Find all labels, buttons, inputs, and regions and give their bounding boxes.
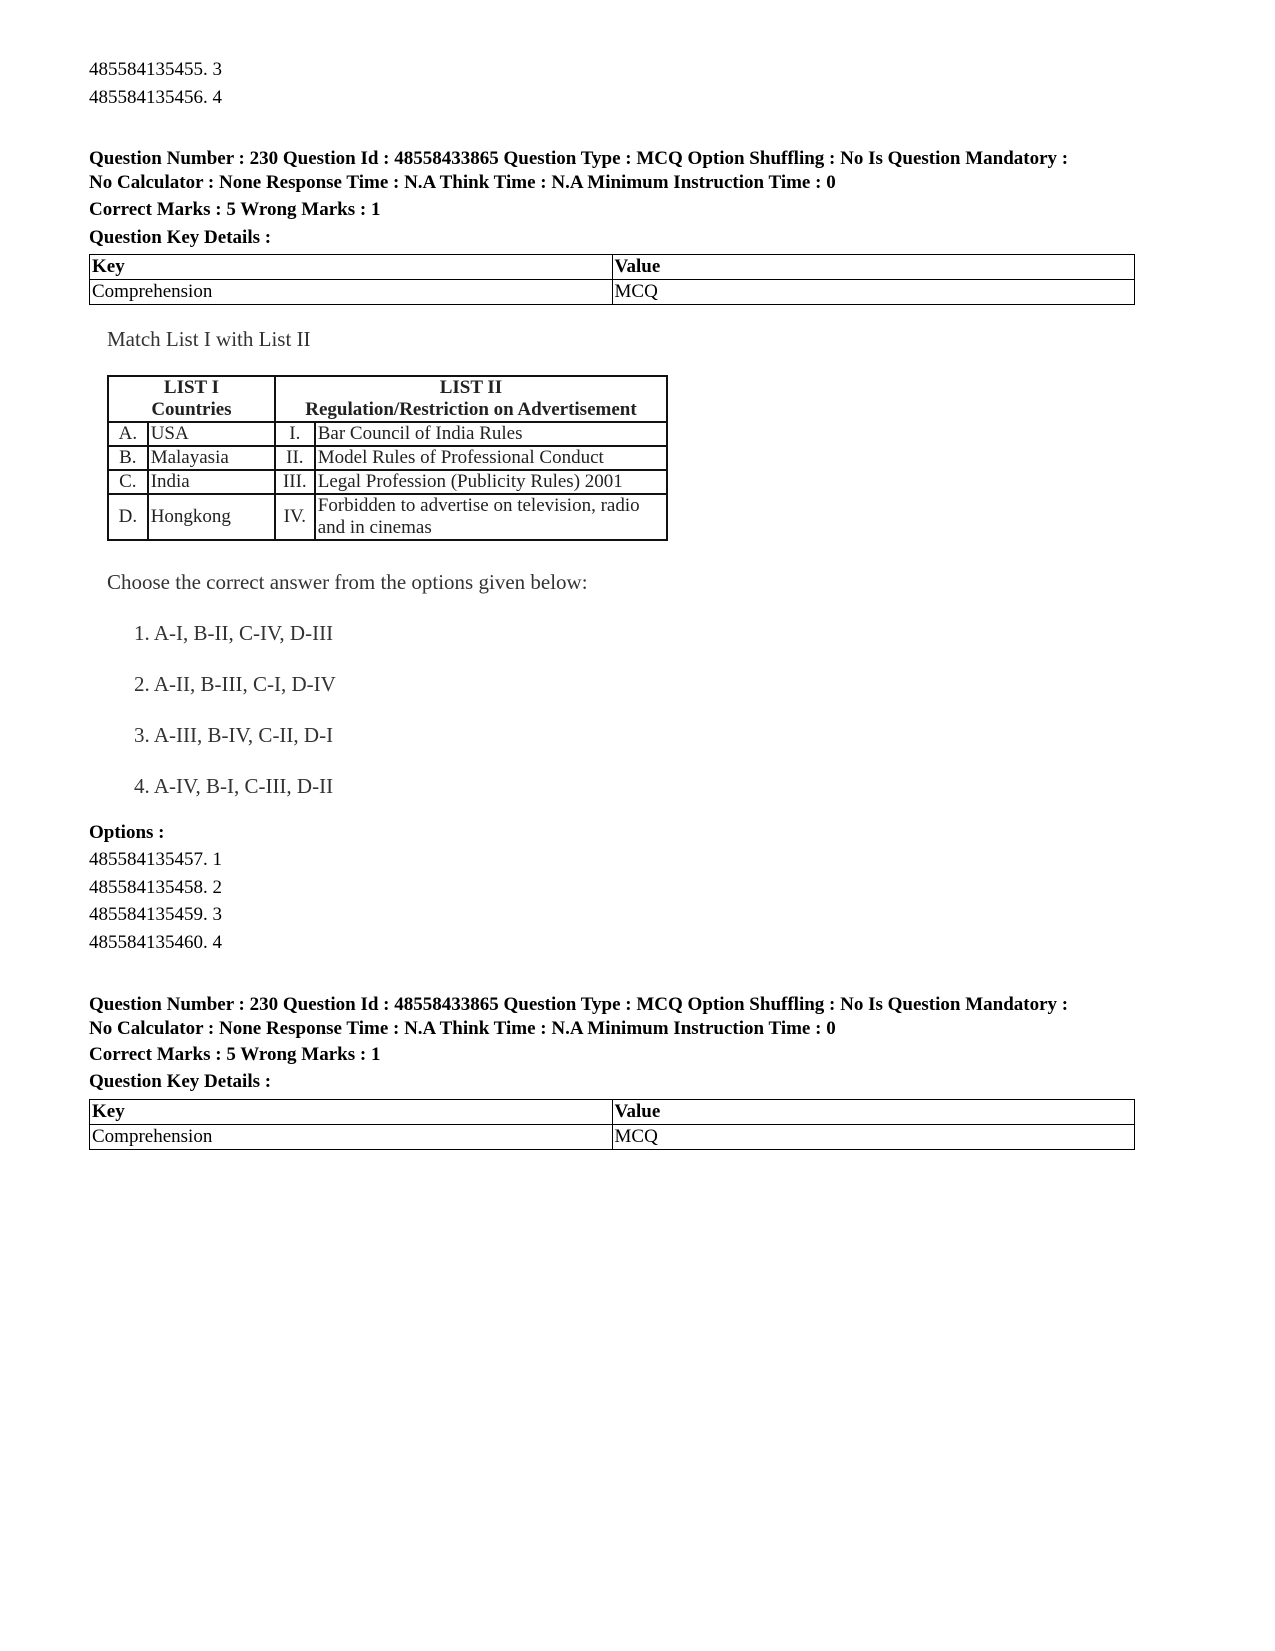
table-cell-value: MCQ	[612, 1125, 1135, 1150]
option-line: 485584135455. 3	[89, 59, 222, 80]
question-meta	[89, 147, 1189, 195]
match-row	[108, 494, 667, 540]
table-header-value: Value	[612, 1100, 1135, 1125]
country-cell: Malayasia	[148, 446, 275, 470]
question-meta-line1: Question Number : 230 Question Id : 48558433865 Question Type : MCQ Option Shuffling : No Is Question Mandatory :	[89, 148, 1069, 169]
row-label: D.	[108, 494, 148, 540]
regulation-cell: Model Rules of Professional Conduct	[315, 446, 667, 470]
key-details-table	[89, 254, 1135, 305]
table-header-row	[90, 255, 1135, 280]
country-cell: USA	[148, 422, 275, 446]
country-cell: India	[148, 470, 275, 494]
option-line: 485584135459. 3	[89, 904, 222, 925]
key-details-table	[89, 1099, 1135, 1150]
table-row	[90, 280, 1135, 305]
match-table	[107, 375, 668, 541]
row-label: A.	[108, 422, 148, 446]
question-meta-line1: Question Number : 230 Question Id : 48558433865 Question Type : MCQ Option Shuffling : No Is Question Mandatory :	[89, 994, 1069, 1015]
roman-label: IV.	[275, 494, 315, 540]
table-header-value: Value	[612, 255, 1135, 280]
question-meta-line2: No Calculator : None Response Time : N.A Think Time : N.A Minimum Instruction Time : 0	[89, 172, 836, 193]
match-row	[108, 446, 667, 470]
roman-label: III.	[275, 470, 315, 494]
answer-choice: 4. A-IV, B-I, C-III, D-II	[134, 774, 334, 798]
regulation-cell: Bar Council of India Rules	[315, 422, 667, 446]
roman-label: II.	[275, 446, 315, 470]
options-label: Options :	[89, 822, 165, 843]
list2-header	[275, 376, 667, 422]
key-details-label: Question Key Details :	[89, 227, 272, 248]
answer-choice: 3. A-III, B-IV, C-II, D-I	[134, 723, 334, 747]
list1-title: LIST I	[163, 377, 219, 398]
list1-subtitle: Countries	[151, 399, 232, 420]
table-header-key: Key	[90, 255, 613, 280]
match-row	[108, 470, 667, 494]
roman-label: I.	[275, 422, 315, 446]
table-header-row	[90, 1100, 1135, 1125]
list2-title: LIST II	[439, 377, 503, 398]
marks-line: Correct Marks : 5 Wrong Marks : 1	[89, 1044, 381, 1065]
table-header-key: Key	[90, 1100, 613, 1125]
table-row	[90, 1125, 1135, 1150]
table-cell-key: Comprehension	[90, 1125, 613, 1150]
option-line: 485584135456. 4	[89, 87, 222, 108]
option-line: 485584135457. 1	[89, 849, 222, 870]
regulation-cell: Legal Profession (Publicity Rules) 2001	[315, 470, 667, 494]
list2-subtitle: Regulation/Restriction on Advertisement	[305, 399, 637, 420]
table-cell-key: Comprehension	[90, 280, 613, 305]
regulation-cell: Forbidden to advertise on television, radio and in cinemas	[315, 494, 667, 540]
question-prompt: Match List I with List II	[107, 327, 311, 351]
match-table-header	[108, 376, 667, 422]
table-cell-value: MCQ	[612, 280, 1135, 305]
marks-line: Correct Marks : 5 Wrong Marks : 1	[89, 199, 381, 220]
option-line: 485584135458. 2	[89, 877, 222, 898]
country-cell: Hongkong	[148, 494, 275, 540]
row-label: B.	[108, 446, 148, 470]
answer-choice: 1. A-I, B-II, C-IV, D-III	[134, 621, 334, 645]
row-label: C.	[108, 470, 148, 494]
key-details-label: Question Key Details :	[89, 1071, 272, 1092]
answer-choice: 2. A-II, B-III, C-I, D-IV	[134, 672, 336, 696]
list1-header	[108, 376, 275, 422]
choose-instruction: Choose the correct answer from the options given below:	[107, 570, 588, 594]
match-row	[108, 422, 667, 446]
option-line: 485584135460. 4	[89, 932, 222, 953]
question-meta	[89, 993, 1189, 1041]
question-meta-line2: No Calculator : None Response Time : N.A Think Time : N.A Minimum Instruction Time : 0	[89, 1018, 836, 1039]
